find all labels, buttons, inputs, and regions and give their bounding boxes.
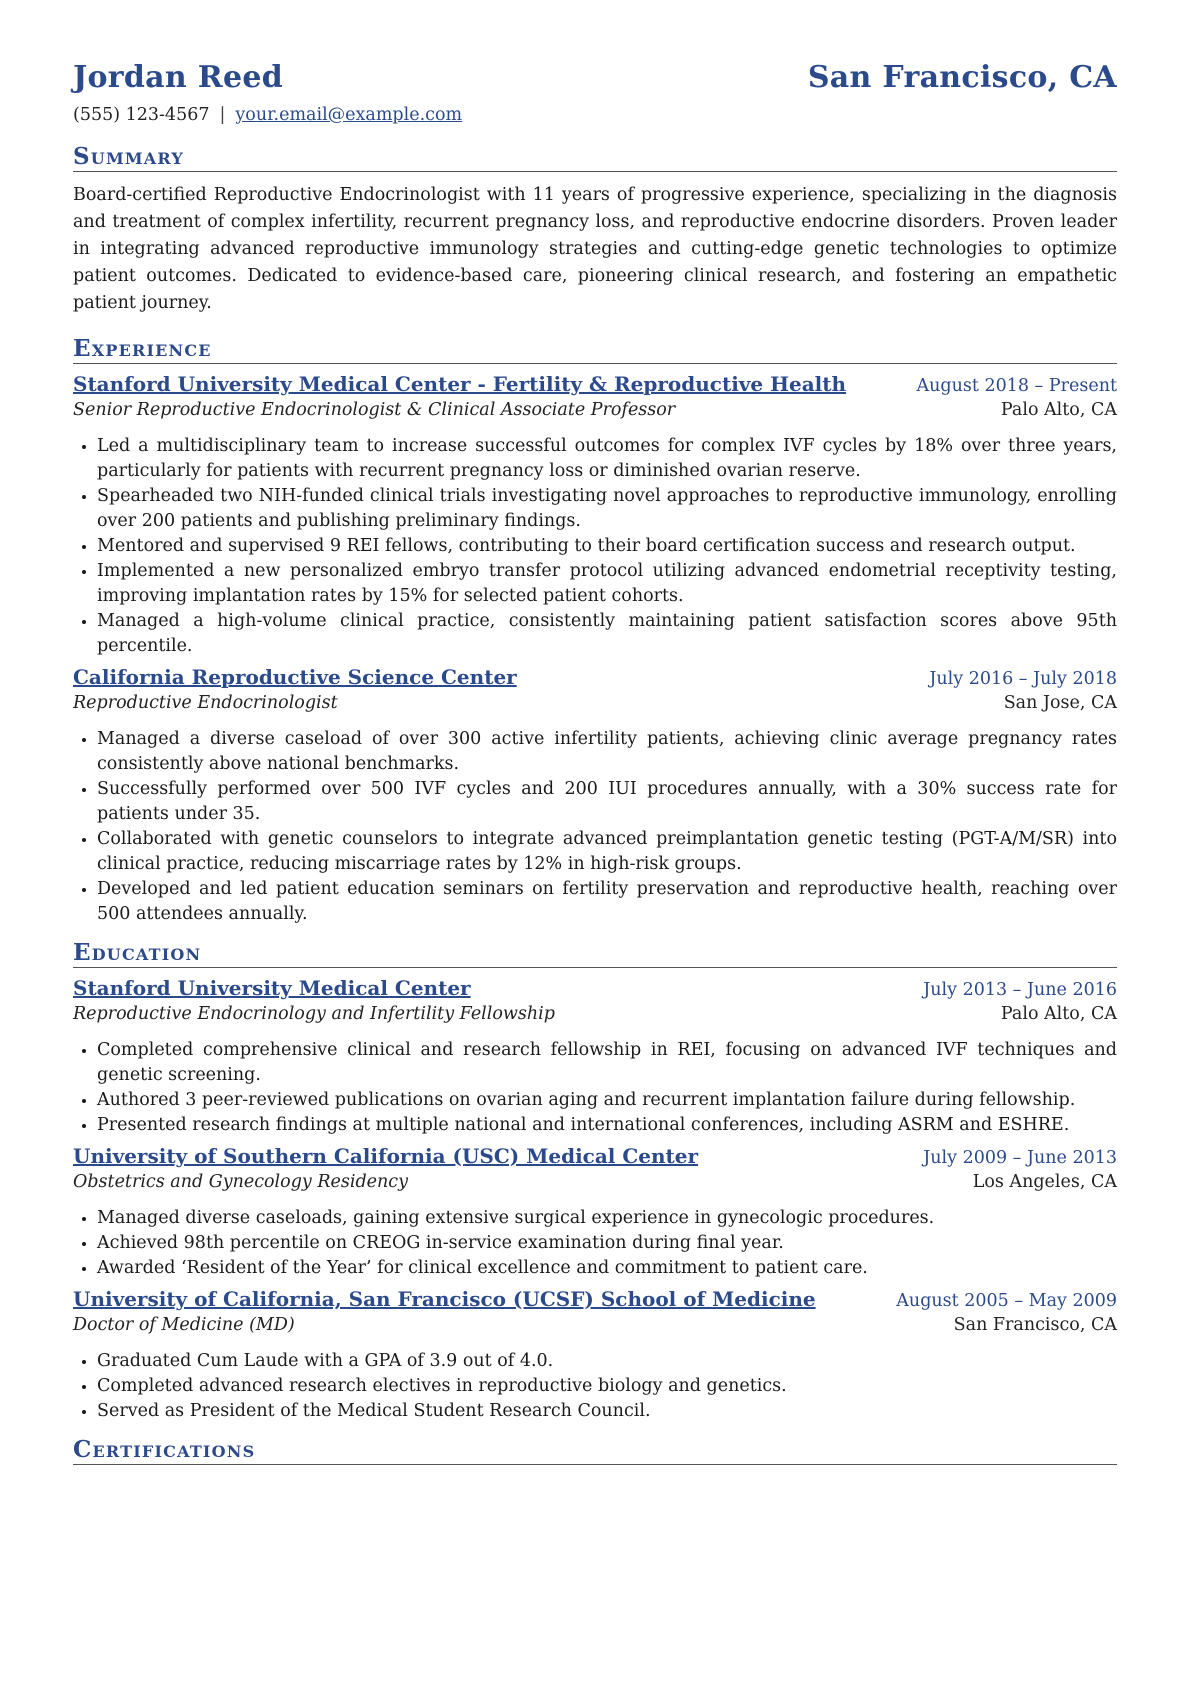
entry-role: Reproductive Endocrinologist [73,693,338,713]
bullet-item: • Served as President of the Medical Student Research Council. [97,1399,1117,1424]
bullet-item: • Collaborated with genetic counselors to integrate advanced preimplantation genetic testing (PGT-A/M/SR) into clinical practice, reducing miscarriage rates by 12% in high-risk groups. [97,827,1117,877]
entry-bullets [73,434,1117,659]
bullet-item: • Managed diverse caseloads, gaining extensive surgical experience in gynecologic procedures. [97,1206,1117,1231]
entry-subheader [73,1315,1117,1335]
entry-dates: July 2016 – July 2018 [929,669,1117,689]
entry-location: Palo Alto, CA [1000,1004,1117,1024]
entry-header [73,1287,1117,1311]
experience-heading: Experience [73,335,1117,364]
bullet-item: • Presented research findings at multiple national and international conferences, including ASRM and ESHRE. [97,1113,1117,1138]
education-entry [73,976,1117,1138]
education-heading: Education [73,939,1117,968]
bullet-item: • Graduated Cum Laude with a GPA of 3.9 out of 4.0. [97,1349,1117,1374]
experience-entry [73,665,1117,927]
entry-header [73,976,1117,1000]
resume-header [73,60,1117,95]
organization-link[interactable]: Stanford University Medical Center - Fertility & Reproductive Health [73,372,847,396]
entry-dates: July 2009 – June 2013 [923,1148,1117,1168]
education-entry [73,1287,1117,1424]
entry-bullets [73,1349,1117,1424]
entry-bullets [73,1038,1117,1138]
entry-role: Senior Reproductive Endocrinologist & Clinical Associate Professor [73,400,676,420]
bullet-item: • Developed and led patient education seminars on fertility preservation and reproductive health, reaching over 500 attendees annually. [97,877,1117,927]
entry-header [73,665,1117,689]
candidate-name: Jordan Reed [73,60,284,95]
experience-list [73,372,1117,927]
organization-link[interactable]: University of California, San Francisco (UCSF) School of Medicine [73,1287,816,1311]
entry-header [73,372,1117,396]
organization-link[interactable]: University of Southern California (USC) Medical Center [73,1144,699,1168]
entry-role: Obstetrics and Gynecology Residency [73,1172,408,1192]
entry-bullets [73,1206,1117,1281]
bullet-item: • Completed comprehensive clinical and research fellowship in REI, focusing on advanced IVF techniques and genetic screening. [97,1038,1117,1088]
phone-number: (555) 123-4567 [73,105,210,125]
bullet-item: • Completed advanced research electives in reproductive biology and genetics. [97,1374,1117,1399]
education-list [73,976,1117,1424]
entry-role: Doctor of Medicine (MD) [73,1315,295,1335]
certifications-heading: Certifications [73,1436,1117,1465]
bullet-item: • Managed a high-volume clinical practice, consistently maintaining patient satisfaction scores above 95th percentile. [97,609,1117,659]
bullet-item: • Mentored and supervised 9 REI fellows, contributing to their board certification success and research output. [97,534,1117,559]
entry-location: San Jose, CA [1003,693,1117,713]
organization-link[interactable]: Stanford University Medical Center [73,976,471,1000]
summary-text: Board-certified Reproductive Endocrinologist with 11 years of progressive experience, specializing in the diagnosis and treatment of complex infertility, recurrent pregnancy loss, and reproductive endocrine disorders. Proven leader in integrating advanced reproductive immunology strategies and cutting-edge genetic technologies to optimize patient outcomes. Dedicated to evidence-based care, pioneering clinical research, and fostering an empathetic patient journey. [73,185,1117,313]
bullet-item: • Achieved 98th percentile on CREOG in-service examination during final year. [97,1231,1117,1256]
organization-link[interactable]: California Reproductive Science Center [73,665,517,689]
entry-dates: August 2018 – Present [916,376,1117,396]
email-link[interactable]: your.email@example.com [235,105,463,125]
entry-subheader [73,400,1117,420]
entry-location: Los Angeles, CA [972,1172,1117,1192]
entry-subheader [73,1172,1117,1192]
bullet-item: • Successfully performed over 500 IVF cycles and 200 IUI procedures annually, with a 30% success rate for patients under 35. [97,777,1117,827]
contact-separator: | [219,105,226,125]
education-entry [73,1144,1117,1281]
bullet-item: • Spearheaded two NIH-funded clinical trials investigating novel approaches to reproductive immunology, enrolling over 200 patients and publishing preliminary findings. [97,484,1117,534]
entry-subheader [73,1004,1117,1024]
entry-dates: August 2005 – May 2009 [896,1291,1117,1311]
bullet-item: • Led a multidisciplinary team to increase successful outcomes for complex IVF cycles by 18% over three years, particularly for patients with recurrent pregnancy loss or diminished ovarian reserve. [97,434,1117,484]
entry-header [73,1144,1117,1168]
candidate-location: San Francisco, CA [807,60,1117,95]
entry-role: Reproductive Endocrinology and Infertility Fellowship [73,1004,555,1024]
entry-subheader [73,693,1117,713]
entry-location: Palo Alto, CA [1000,400,1117,420]
bullet-item: • Implemented a new personalized embryo transfer protocol utilizing advanced endometrial receptivity testing, improving implantation rates by 15% for selected patient cohorts. [97,559,1117,609]
summary-heading: Summary [73,143,1117,172]
bullet-item: • Managed a diverse caseload of over 300 active infertility patients, achieving clinic average pregnancy rates consistently above national benchmarks. [97,727,1117,777]
bullet-item: • Awarded ‘Resident of the Year’ for clinical excellence and commitment to patient care. [97,1256,1117,1281]
entry-dates: July 2013 – June 2016 [923,980,1117,1000]
experience-entry [73,372,1117,659]
entry-location: San Francisco, CA [953,1315,1117,1335]
entry-bullets [73,727,1117,927]
bullet-item: • Authored 3 peer-reviewed publications on ovarian aging and recurrent implantation failure during fellowship. [97,1088,1117,1113]
contact-line [73,105,1117,125]
